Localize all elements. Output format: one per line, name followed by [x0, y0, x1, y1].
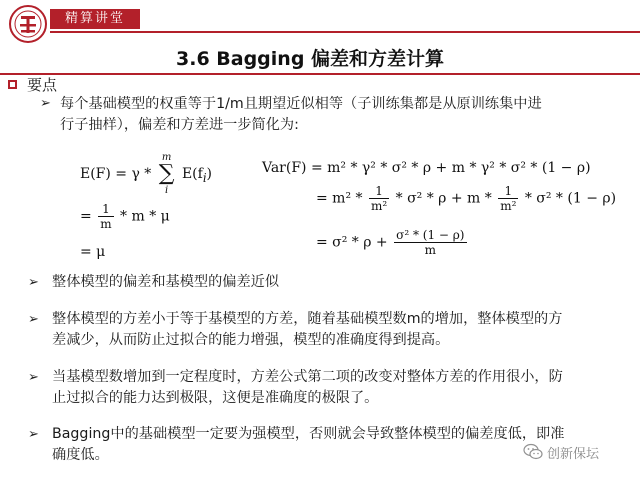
arrow-bullet-icon: ➢ — [28, 275, 39, 290]
header — [0, 0, 640, 42]
intro-line-2: 行子抽样），偏差和方差进一步简化为: — [60, 117, 299, 133]
bullet-line-1: Bagging中的基础模型一定要为强模型，否则就会导致整体模型的偏差度低，即准 — [52, 426, 565, 442]
variance-line-3 — [316, 228, 469, 257]
fraction-denominator: m — [424, 243, 436, 257]
title-rule — [0, 73, 640, 75]
section-heading — [8, 74, 57, 94]
arrow-bullet-icon: ➢ — [40, 96, 51, 111]
variance-l2-prefix: = m² * — [316, 190, 363, 207]
variance-l2-mid: * σ² * ρ + m * — [395, 190, 492, 207]
fraction-denominator: m² — [370, 199, 388, 213]
fraction-numerator: 1 — [498, 184, 518, 199]
bullet-line-1: 整体模型的方差小于等于基模型的方差，随着基础模型数m的增加，整体模型的方 — [52, 311, 563, 327]
section-heading-text: 要点 — [27, 75, 58, 94]
variance-formula — [262, 140, 617, 270]
sum-lower: i — [165, 185, 169, 196]
fraction-one-over-m-squared-b — [498, 184, 518, 213]
bullet-line-2: 差减少，从而防止过拟合的能力增强，模型的准确度得到提高。 — [52, 332, 450, 348]
watermark-text: 创新保坛 — [547, 446, 600, 462]
seal-logo-icon — [8, 4, 48, 44]
arrow-bullet-icon: ➢ — [28, 427, 39, 442]
bullet-line-1: 当基模型数增加到一定程度时，方差公式第二项的改变对整体方差的作用很小，防 — [52, 369, 563, 385]
wechat-icon — [523, 443, 543, 461]
watermark — [523, 442, 599, 462]
variance-line-1: Var(F) = m² * γ² * σ² * ρ + m * γ² * σ² * (1 − ρ) — [262, 160, 591, 176]
variance-l2-end: * σ² * (1 − ρ) — [524, 190, 617, 207]
arrow-bullet-icon: ➢ — [28, 370, 39, 385]
expectation-line-1 — [80, 152, 212, 196]
expectation-line-2 — [80, 202, 170, 231]
bullet-item — [30, 367, 626, 409]
expectation-l2-rest: * m * μ — [120, 208, 170, 225]
expectation-lhs: E(F) = γ * — [80, 166, 152, 182]
expectation-l2-eq: = — [80, 208, 92, 225]
fraction-numerator: σ² * (1 − ρ) — [396, 228, 465, 242]
bullet-line-2: 确度低。 — [52, 447, 109, 463]
fraction-numerator: 1 — [98, 202, 113, 217]
summation-symbol: m ∑ i — [158, 152, 175, 196]
fraction-one-over-m-squared-a — [369, 184, 389, 213]
fraction-denominator: m — [100, 217, 112, 231]
intro-paragraph — [60, 94, 630, 136]
expectation-line-3: = μ — [80, 244, 106, 260]
arrow-bullet-icon: ➢ — [28, 312, 39, 327]
bullet-line-2: 止过拟合的能力达到极限，这便是准确度的极限了。 — [52, 390, 379, 406]
expectation-formula — [80, 140, 250, 265]
slide-title: 3.6 Bagging 偏差和方差计算 — [176, 48, 445, 70]
fraction-variance-term — [394, 228, 466, 257]
bullet-item — [30, 272, 626, 293]
variance-line-2 — [316, 184, 616, 213]
header-divider — [50, 31, 640, 33]
fraction-denominator: m² — [500, 199, 517, 213]
intro-line-1: 每个基础模型的权重等于1/m且期望近似相等（子训练集都是从原训练集中进 — [60, 96, 542, 112]
sum-upper: m — [161, 152, 172, 163]
expectation-subscript: i — [202, 170, 207, 185]
fraction-one-over-m — [98, 202, 113, 231]
bullet-item — [30, 309, 626, 351]
fraction-numerator: 1 — [369, 184, 389, 199]
brand-label: 精算讲堂 — [50, 9, 140, 29]
square-bullet-icon — [8, 80, 17, 89]
expectation-close: ) — [206, 166, 213, 182]
variance-l3-prefix: = σ² * ρ + — [316, 234, 388, 251]
expectation-term: E(f — [181, 166, 203, 182]
bullet-line-1: 整体模型的偏差和基模型的偏差近似 — [52, 274, 280, 290]
